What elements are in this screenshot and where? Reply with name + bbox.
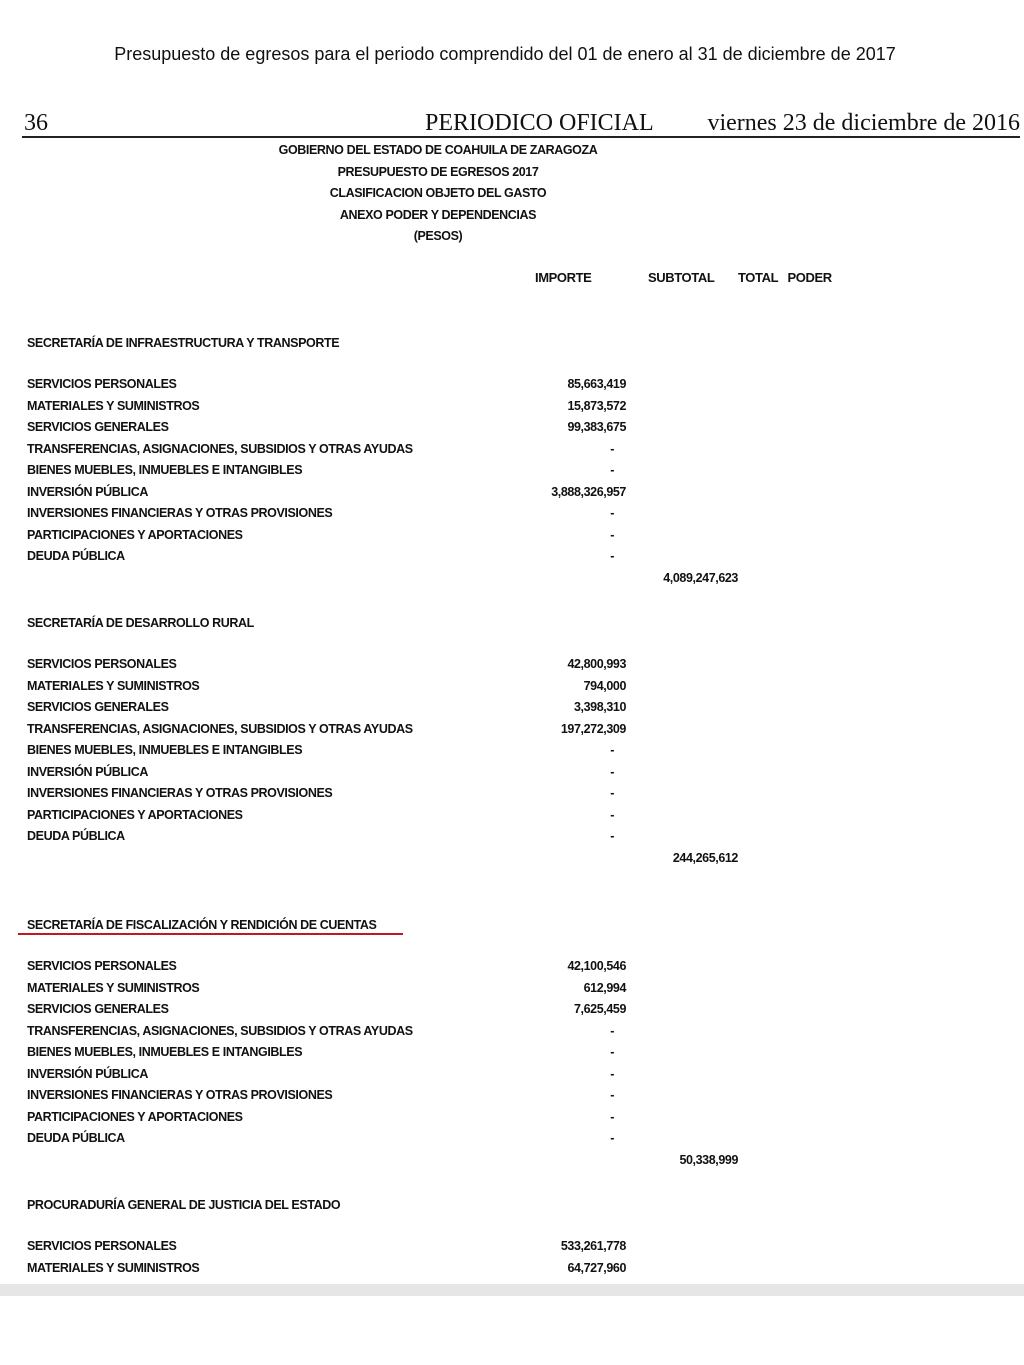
row-label: PARTICIPACIONES Y APORTACIONES bbox=[27, 807, 243, 822]
row-label: SERVICIOS PERSONALES bbox=[27, 1239, 177, 1253]
section-title: SECRETARÍA DE FISCALIZACIÓN Y RENDICIÓN DE CUENTAS bbox=[27, 914, 747, 936]
section-subtotal-row bbox=[27, 568, 747, 590]
row-label: SERVICIOS PERSONALES bbox=[27, 377, 177, 391]
budget-section bbox=[27, 914, 747, 1171]
row-label: BIENES MUEBLES, INMUEBLES E INTANGIBLES bbox=[27, 743, 303, 757]
table-row bbox=[27, 503, 747, 525]
row-importe: - bbox=[610, 1066, 614, 1081]
section-subtotal-row bbox=[27, 848, 747, 870]
column-header-subtotal: SUBTOTAL bbox=[648, 270, 715, 285]
table-row bbox=[27, 1128, 747, 1150]
table-row bbox=[27, 1107, 747, 1129]
table-row bbox=[27, 546, 747, 568]
row-importe: 3,888,326,957 bbox=[551, 484, 626, 499]
red-annotation-underline bbox=[18, 933, 403, 935]
row-importe: 794,000 bbox=[583, 678, 626, 693]
row-importe: - bbox=[610, 463, 614, 477]
row-importe: 99,383,675 bbox=[567, 420, 626, 434]
section-title: SECRETARÍA DE INFRAESTRUCTURA Y TRANSPORTE bbox=[27, 336, 340, 350]
row-importe: 533,261,778 bbox=[560, 1239, 626, 1253]
column-header-importe: IMPORTE bbox=[535, 270, 592, 285]
table-row bbox=[27, 525, 747, 547]
row-importe: 3,398,310 bbox=[573, 700, 626, 714]
row-importe: 42,100,546 bbox=[567, 959, 626, 973]
table-row bbox=[27, 417, 747, 439]
row-importe: 612,994 bbox=[583, 980, 626, 995]
row-label: INVERSIONES FINANCIERAS Y OTRAS PROVISIONES bbox=[27, 506, 333, 520]
table-row bbox=[27, 654, 747, 676]
row-importe: 42,800,993 bbox=[567, 657, 626, 671]
title-line: (PESOS) bbox=[413, 229, 463, 243]
table-row bbox=[27, 783, 747, 805]
row-label: INVERSIONES FINANCIERAS Y OTRAS PROVISIONES bbox=[27, 786, 333, 800]
row-importe: - bbox=[610, 829, 614, 843]
table-row bbox=[27, 697, 747, 719]
row-importe: - bbox=[610, 1088, 614, 1102]
row-label: TRANSFERENCIAS, ASIGNACIONES, SUBSIDIOS Y OTRAS AYUDAS bbox=[27, 441, 413, 456]
column-header-total-poder: TOTAL PODER bbox=[738, 270, 832, 285]
table-row bbox=[27, 439, 747, 461]
row-importe: - bbox=[610, 1045, 614, 1059]
section-subtotal: 4,089,247,623 bbox=[663, 570, 738, 585]
table-row bbox=[27, 374, 747, 396]
budget-section bbox=[27, 332, 747, 589]
row-label: BIENES MUEBLES, INMUEBLES E INTANGIBLES bbox=[27, 463, 303, 477]
row-importe: - bbox=[610, 549, 614, 563]
row-label: TRANSFERENCIAS, ASIGNACIONES, SUBSIDIOS Y OTRAS AYUDAS bbox=[27, 721, 413, 736]
table-row bbox=[27, 1042, 747, 1064]
table-row bbox=[27, 826, 747, 848]
row-label: BIENES MUEBLES, INMUEBLES E INTANGIBLES bbox=[27, 1045, 303, 1059]
table-row bbox=[27, 1085, 747, 1107]
title-line: PRESUPUESTO DE EGRESOS 2017 bbox=[337, 164, 539, 179]
section-subtotal: 244,265,612 bbox=[672, 850, 738, 865]
table-row bbox=[27, 762, 747, 784]
row-label: PARTICIPACIONES Y APORTACIONES bbox=[27, 527, 243, 542]
budget-section bbox=[27, 612, 747, 869]
row-label: MATERIALES Y SUMINISTROS bbox=[27, 398, 200, 413]
row-label: DEUDA PÚBLICA bbox=[27, 549, 125, 563]
page-number: 36 bbox=[24, 110, 48, 136]
table-row bbox=[27, 978, 747, 1000]
row-importe: 85,663,419 bbox=[567, 377, 626, 391]
table-row bbox=[27, 1236, 747, 1258]
row-label: MATERIALES Y SUMINISTROS bbox=[27, 1260, 200, 1275]
row-label: SERVICIOS GENERALES bbox=[27, 700, 169, 714]
page-caption: Presupuesto de egresos para el periodo comprendido del 01 de enero al 31 de diciembre de 2017 bbox=[114, 44, 896, 64]
row-label: SERVICIOS PERSONALES bbox=[27, 657, 177, 671]
row-importe: - bbox=[610, 1109, 614, 1124]
row-importe: - bbox=[610, 1023, 614, 1038]
row-importe: - bbox=[610, 441, 614, 456]
section-subtotal: 50,338,999 bbox=[679, 1152, 738, 1167]
scanned-document-page bbox=[18, 104, 1024, 1284]
table-row bbox=[27, 1021, 747, 1043]
row-importe: - bbox=[610, 743, 614, 757]
row-importe: 64,727,960 bbox=[567, 1260, 626, 1275]
row-importe: - bbox=[610, 786, 614, 800]
header-rule bbox=[22, 136, 1020, 138]
title-line: ANEXO PODER Y DEPENDENCIAS bbox=[339, 207, 537, 222]
budget-section bbox=[27, 1194, 747, 1279]
table-row bbox=[27, 482, 747, 504]
row-importe: - bbox=[610, 1131, 614, 1145]
row-importe: - bbox=[610, 764, 614, 779]
table-row bbox=[27, 999, 747, 1021]
row-importe: 7,625,459 bbox=[573, 1002, 626, 1016]
section-subtotal-row bbox=[27, 1150, 747, 1172]
page-bottom-band bbox=[0, 1284, 1024, 1296]
table-row bbox=[27, 719, 747, 741]
row-label: MATERIALES Y SUMINISTROS bbox=[27, 980, 200, 995]
table-row bbox=[27, 396, 747, 418]
title-line: GOBIERNO DEL ESTADO DE COAHUILA DE ZARAGOZA bbox=[278, 143, 598, 157]
row-label: PARTICIPACIONES Y APORTACIONES bbox=[27, 1109, 243, 1124]
row-label: INVERSIONES FINANCIERAS Y OTRAS PROVISIONES bbox=[27, 1088, 333, 1102]
table-row bbox=[27, 460, 747, 482]
row-label: DEUDA PÚBLICA bbox=[27, 1131, 125, 1145]
row-label: INVERSIÓN PÚBLICA bbox=[27, 484, 148, 499]
row-importe: 15,873,572 bbox=[567, 398, 626, 413]
table-row bbox=[27, 956, 747, 978]
row-label: MATERIALES Y SUMINISTROS bbox=[27, 678, 200, 693]
document-title-block bbox=[178, 140, 698, 248]
row-label: SERVICIOS GENERALES bbox=[27, 420, 169, 434]
row-label: SERVICIOS PERSONALES bbox=[27, 959, 177, 973]
publication-date: viernes 23 de diciembre de 2016 bbox=[707, 110, 1020, 136]
row-importe: 197,272,309 bbox=[560, 721, 626, 736]
row-label: INVERSIÓN PÚBLICA bbox=[27, 1066, 148, 1081]
table-row bbox=[27, 1258, 747, 1280]
newspaper-name: PERIODICO OFICIAL bbox=[425, 110, 654, 136]
row-label: INVERSIÓN PÚBLICA bbox=[27, 764, 148, 779]
table-row bbox=[27, 1064, 747, 1086]
table-row bbox=[27, 740, 747, 762]
section-title: PROCURADURÍA GENERAL DE JUSTICIA DEL ESTADO bbox=[27, 1198, 341, 1212]
row-importe: - bbox=[610, 527, 614, 542]
row-label: TRANSFERENCIAS, ASIGNACIONES, SUBSIDIOS Y OTRAS AYUDAS bbox=[27, 1023, 413, 1038]
title-line: CLASIFICACION OBJETO DEL GASTO bbox=[329, 186, 547, 200]
row-importe: - bbox=[610, 807, 614, 822]
table-row bbox=[27, 676, 747, 698]
table-row bbox=[27, 805, 747, 827]
section-title: SECRETARÍA DE DESARROLLO RURAL bbox=[27, 616, 254, 630]
row-importe: - bbox=[610, 506, 614, 520]
row-label: DEUDA PÚBLICA bbox=[27, 829, 125, 843]
row-label: SERVICIOS GENERALES bbox=[27, 1002, 169, 1016]
